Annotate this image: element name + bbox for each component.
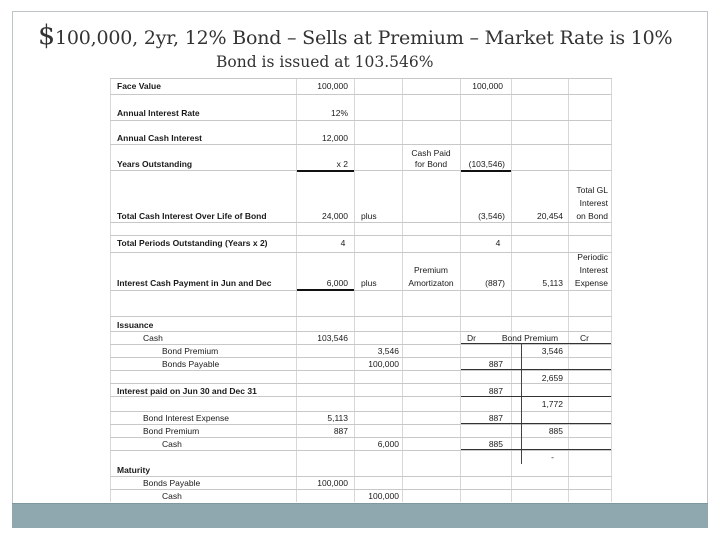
total-interest-adj: (3,546) — [478, 211, 505, 221]
periodic-header-2: Interest — [579, 265, 608, 275]
t-account-rule-2 — [461, 396, 611, 397]
t-cr-5: - — [551, 452, 554, 462]
periods: 4 — [340, 238, 346, 248]
iss-premium-label: Bond Premium — [162, 346, 219, 356]
cash-paid-header-2: for Bond — [414, 159, 448, 169]
t-account-dr: Dr — [467, 333, 476, 343]
total-interest-label: Total Cash Interest Over Life of Bond — [117, 211, 267, 221]
mat-payable: 100,000 — [317, 478, 348, 488]
periods-2: 4 — [495, 238, 501, 248]
t-cr-1: 3,546 — [541, 346, 563, 356]
mat-payable-label: Bonds Payable — [143, 478, 201, 488]
t-cr-3: 1,772 — [541, 399, 563, 409]
t-cr-2: 2,659 — [541, 373, 563, 383]
years-label: Years Outstanding — [117, 159, 193, 169]
annual-rate-label: Annual Interest Rate — [117, 108, 200, 118]
periodic-header-1: Periodic — [577, 252, 608, 262]
ip-expense-label: Bond Interest Expense — [143, 413, 230, 423]
t-account-title: Bond Premium — [501, 333, 559, 343]
t-dr-1: 887 — [488, 359, 503, 369]
plus-1: plus — [361, 211, 377, 221]
years: x 2 — [336, 159, 348, 169]
total-gl-header-3: on Bond — [576, 211, 608, 221]
periodic-value: 5,113 — [542, 278, 563, 288]
plus-2: plus — [361, 278, 377, 288]
underline-cash-paid — [461, 170, 511, 172]
iss-premium: 3,546 — [377, 346, 399, 356]
total-interest: 24,000 — [322, 211, 348, 221]
spreadsheet — [110, 78, 612, 502]
ip-cash: 6,000 — [377, 439, 399, 449]
total-gl-header-2: Interest — [579, 198, 608, 208]
total-gl-header-1: Total GL — [576, 185, 608, 195]
ip-cash-label: Cash — [162, 439, 182, 449]
iss-payable-label: Bonds Payable — [162, 359, 220, 369]
amort-value: (887) — [485, 278, 505, 288]
title-text: 100,000, 2yr, 12% Bond – Sells at Premium – Market Rate is 10% — [54, 27, 673, 49]
title-dollar-sign: $ — [38, 20, 55, 51]
iss-cash-label: Cash — [143, 333, 163, 343]
slide-subtitle: Bond is issued at 103.546% — [216, 53, 434, 71]
annual-cash: 12,000 — [322, 133, 348, 143]
face-value-2: 100,000 — [472, 81, 503, 91]
cash-paid-header-1: Cash Paid — [411, 148, 451, 158]
premium-amort-header-2: Amortizaton — [408, 278, 454, 288]
t-dr-4: 885 — [488, 439, 503, 449]
face-value: 100,000 — [317, 81, 348, 91]
face-value-label: Face Value — [117, 81, 161, 91]
ip-premium: 887 — [333, 426, 348, 436]
t-account-top-rule — [461, 343, 611, 344]
payment-label: Interest Cash Payment in Jun and Dec — [117, 278, 272, 288]
t-dr-2: 887 — [488, 386, 503, 396]
t-account-rule-1 — [461, 369, 611, 370]
t-account-rule-4 — [461, 449, 611, 450]
underline-payment — [297, 289, 354, 291]
mat-cash-label: Cash — [162, 491, 182, 501]
interest-paid-label: Interest paid on Jun 30 and Dec 31 — [117, 386, 257, 396]
iss-cash: 103,546 — [317, 333, 348, 343]
maturity-label: Maturity — [117, 465, 151, 475]
premium-amort-header-1: Premium — [413, 265, 448, 275]
mat-cash: 100,000 — [368, 491, 399, 501]
periodic-header-3: Expense — [574, 278, 608, 288]
ip-premium-label: Bond Premium — [143, 426, 200, 436]
periods-label: Total Periods Outstanding (Years x 2) — [117, 238, 268, 248]
annual-cash-label: Annual Cash Interest — [117, 133, 203, 143]
annual-rate: 12% — [330, 108, 348, 118]
ip-expense: 5,113 — [327, 413, 348, 423]
iss-payable: 100,000 — [368, 359, 399, 369]
issuance-label: Issuance — [117, 320, 154, 330]
total-gl-value: 20,454 — [537, 211, 563, 221]
cash-paid-value: (103,546) — [468, 159, 505, 169]
slide-footer-bar — [12, 503, 708, 528]
payment: 6,000 — [326, 278, 348, 288]
underline-years — [297, 170, 354, 172]
t-account-rule-3 — [461, 423, 611, 424]
t-account-cr: Cr — [580, 333, 589, 343]
t-cr-4: 885 — [548, 426, 563, 436]
slide-title — [38, 20, 672, 51]
t-dr-3: 887 — [488, 413, 503, 423]
